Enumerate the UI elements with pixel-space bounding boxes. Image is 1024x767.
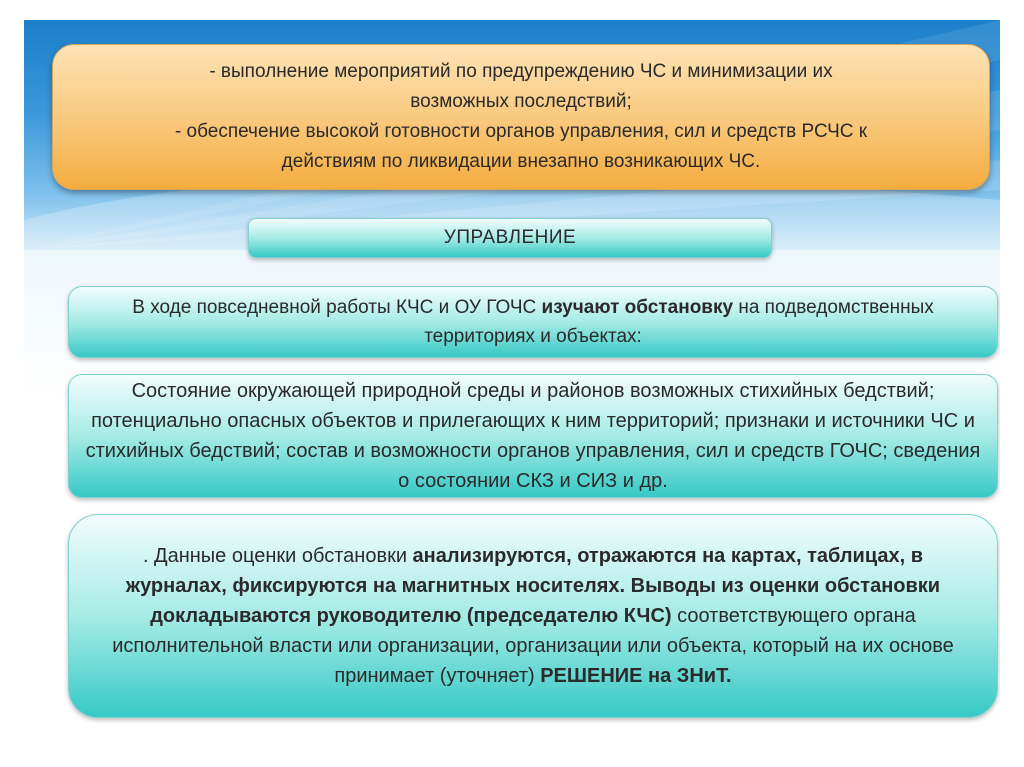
slide bbox=[24, 20, 1000, 747]
situation-study-text-part-1: В ходе повседневной работы КЧС и ОУ ГОЧС bbox=[132, 297, 542, 318]
decision-label: РЕШЕНИЕ на ЗНиТ. bbox=[540, 665, 732, 687]
assessment-data-text-bold-1: анализируются, отражаются на картах, таблицах, в журналах, фиксируются на магнитных носителях. Выводы из оценки обстановки докладываются руководителю (председателю КЧС) bbox=[125, 545, 941, 627]
section-title: УПРАВЛЕНИЕ bbox=[443, 227, 577, 248]
goals-line-1: - выполнение мероприятий по предупреждению ЧС и минимизации их bbox=[209, 61, 833, 82]
situation-study-box bbox=[68, 286, 998, 358]
situation-study-text bbox=[89, 293, 977, 351]
environment-state-box bbox=[68, 374, 998, 498]
goals-line-4: действиям по ликвидации внезапно возникающих ЧС. bbox=[281, 151, 761, 172]
section-title-box bbox=[248, 218, 772, 258]
assessment-data-text-part-1: . Данные оценки обстановки bbox=[142, 545, 413, 567]
situation-study-text-part-2: на подведомственных территориях и объектах: bbox=[424, 297, 934, 347]
assessment-data-text bbox=[99, 541, 967, 691]
assessment-data-box bbox=[68, 514, 998, 718]
goals-box bbox=[52, 44, 990, 190]
situation-study-text-bold: изучают обстановку bbox=[541, 297, 734, 318]
goals-line-3: - обеспечение высокой готовности органов управления, сил и средств РСЧС к bbox=[174, 121, 868, 142]
environment-state-text: Состояние окружающей природной среды и районов возможных стихийных бедствий; потенциально опасных объектов и прилегающих к ним территорий; признаки и источники ЧС и стихийных бедствий; состав и возможности органов управления, сил и средств ГОЧС; сведения о состоянии СКЗ и СИЗ и др. bbox=[85, 380, 981, 492]
goals-line-2: возможных последствий; bbox=[410, 91, 632, 112]
assessment-data-text-part-2: соответствующего органа исполнительной власти или организации, организации или объекта, который на их основе принимает (уточняет) bbox=[112, 605, 954, 687]
